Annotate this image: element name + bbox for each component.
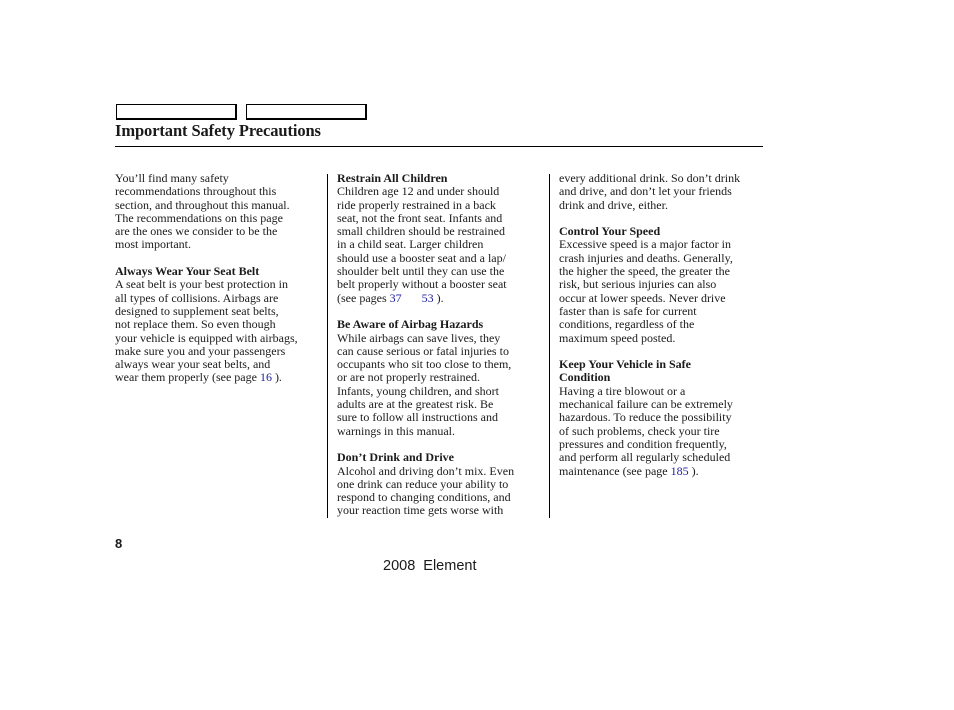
text-line: The recommendations on this page bbox=[115, 210, 283, 225]
title-rule bbox=[115, 146, 763, 147]
text-line: ride properly restrained in a back bbox=[337, 197, 496, 212]
text-line: not replace them. So even though bbox=[115, 317, 276, 332]
children-heading: Restrain All Children bbox=[337, 171, 448, 185]
text-line: one drink can reduce your ability to bbox=[337, 476, 509, 491]
nav-button-previous[interactable] bbox=[116, 104, 237, 120]
text-line: warnings in this manual. bbox=[337, 423, 455, 438]
text-line: are the ones we consider to be the bbox=[115, 224, 278, 239]
text-line: belt properly without a booster seat bbox=[337, 277, 507, 292]
text-line: and perform all regularly scheduled bbox=[559, 450, 731, 465]
text-line: adults are at the greatest risk. Be bbox=[337, 397, 494, 412]
text-line: should use a booster seat and a lap/ bbox=[337, 250, 506, 265]
text-line: seat, not the front seat. Infants and bbox=[337, 210, 503, 225]
text-line: shoulder belt until they can use the bbox=[337, 264, 505, 279]
text-line: or are not properly restrained. bbox=[337, 370, 480, 385]
text-line: Infants, young children, and short bbox=[337, 383, 499, 398]
column-divider bbox=[549, 174, 550, 518]
page-link-37[interactable]: 37 bbox=[389, 290, 402, 305]
text-line: While airbags can save lives, they bbox=[337, 330, 501, 345]
text-line: always wear your seat belts, and bbox=[115, 357, 271, 372]
airbag-heading: Be Aware of Airbag Hazards bbox=[337, 317, 484, 332]
text-line: section, and throughout this manual. bbox=[115, 197, 290, 212]
page-title: Important Safety Precautions bbox=[115, 121, 321, 140]
seat-belt-heading: Always Wear Your Seat Belt bbox=[115, 264, 260, 279]
text-line: A seat belt is your best protection in bbox=[115, 277, 288, 292]
page-link-185[interactable]: 185 bbox=[670, 463, 689, 478]
text-line bbox=[559, 465, 765, 478]
column-divider bbox=[327, 174, 328, 518]
seat-belt-paragraph bbox=[115, 278, 327, 384]
text-line: respond to changing conditions, and bbox=[337, 490, 511, 505]
text-fragment: ). bbox=[433, 290, 444, 305]
text-fragment: ). bbox=[271, 370, 282, 385]
text-line: and drive, and don’t let your friends bbox=[559, 184, 732, 199]
text-line: Having a tire blowout or a bbox=[559, 383, 686, 398]
text-line: Alcohol and driving don’t mix. Even bbox=[337, 463, 515, 478]
text-line bbox=[337, 292, 543, 305]
text-line: risk, but serious injuries can also bbox=[559, 277, 717, 292]
footer-model: 2008 Element bbox=[383, 558, 477, 574]
text-line: every additional drink. So don’t drink bbox=[559, 171, 741, 185]
text-fragment: ). bbox=[688, 463, 699, 478]
nav-button-next[interactable] bbox=[246, 104, 367, 120]
text-fragment: maintenance (see page bbox=[559, 463, 671, 478]
text-line: crash injuries and deaths. Generally, bbox=[559, 250, 733, 265]
heading-line: Condition bbox=[559, 370, 611, 385]
text-line: mechanical failure can be extremely bbox=[559, 397, 733, 412]
text-fragment: wear them properly (see page bbox=[115, 370, 260, 385]
text-line: You’ll find many safety bbox=[115, 171, 229, 185]
speed-heading: Control Your Speed bbox=[559, 224, 661, 239]
text-line: Excessive speed is a major factor in bbox=[559, 237, 731, 252]
text-fragment: (see pages bbox=[337, 290, 390, 305]
speed-paragraph bbox=[559, 238, 765, 344]
text-line: recommendations throughout this bbox=[115, 184, 277, 199]
text-line: all types of collisions. Airbags are bbox=[115, 290, 279, 305]
page-link-53[interactable]: 53 bbox=[421, 290, 434, 305]
text-line: occupants who sit too close to them, bbox=[337, 357, 512, 372]
text-line: the higher the speed, the greater the bbox=[559, 264, 730, 279]
drink-paragraph-continued bbox=[559, 172, 765, 212]
text-line: your vehicle is equipped with airbags, bbox=[115, 330, 298, 345]
intro-paragraph bbox=[115, 172, 327, 252]
column-2 bbox=[337, 172, 543, 531]
text-line: maximum speed posted. bbox=[559, 330, 676, 345]
children-paragraph bbox=[337, 185, 543, 305]
text-line bbox=[115, 371, 327, 384]
heading-line: Keep Your Vehicle in Safe bbox=[559, 357, 692, 372]
text-line: in a child seat. Larger children bbox=[337, 237, 484, 252]
text-line: pressures and condition frequently, bbox=[559, 436, 727, 451]
text-line: sure to follow all instructions and bbox=[337, 410, 498, 425]
airbag-paragraph bbox=[337, 332, 543, 438]
text-line: Children age 12 and under should bbox=[337, 184, 500, 199]
condition-heading bbox=[559, 358, 765, 385]
column-3 bbox=[559, 172, 765, 491]
page-link-16[interactable]: 16 bbox=[259, 370, 272, 385]
text-line: conditions, regardless of the bbox=[559, 317, 695, 332]
text-line: designed to supplement seat belts, bbox=[115, 303, 279, 318]
text-line: hazardous. To reduce the possibility bbox=[559, 410, 732, 425]
condition-paragraph bbox=[559, 385, 765, 478]
column-1 bbox=[115, 172, 327, 398]
text-line: make sure you and your passengers bbox=[115, 343, 286, 358]
text-line: of such problems, check your tire bbox=[559, 423, 720, 438]
text-line: drink and drive, either. bbox=[559, 197, 668, 212]
text-line: can cause serious or fatal injuries to bbox=[337, 343, 509, 358]
text-line: most important. bbox=[115, 237, 191, 252]
page-number: 8 bbox=[115, 536, 123, 551]
text-line: occur at lower speeds. Never drive bbox=[559, 290, 726, 305]
drink-paragraph bbox=[337, 465, 543, 518]
text-line: small children should be restrained bbox=[337, 224, 505, 239]
text-line: faster than is safe for current bbox=[559, 303, 697, 318]
text-line: your reaction time gets worse with bbox=[337, 503, 504, 518]
drink-heading: Don’t Drink and Drive bbox=[337, 450, 455, 465]
